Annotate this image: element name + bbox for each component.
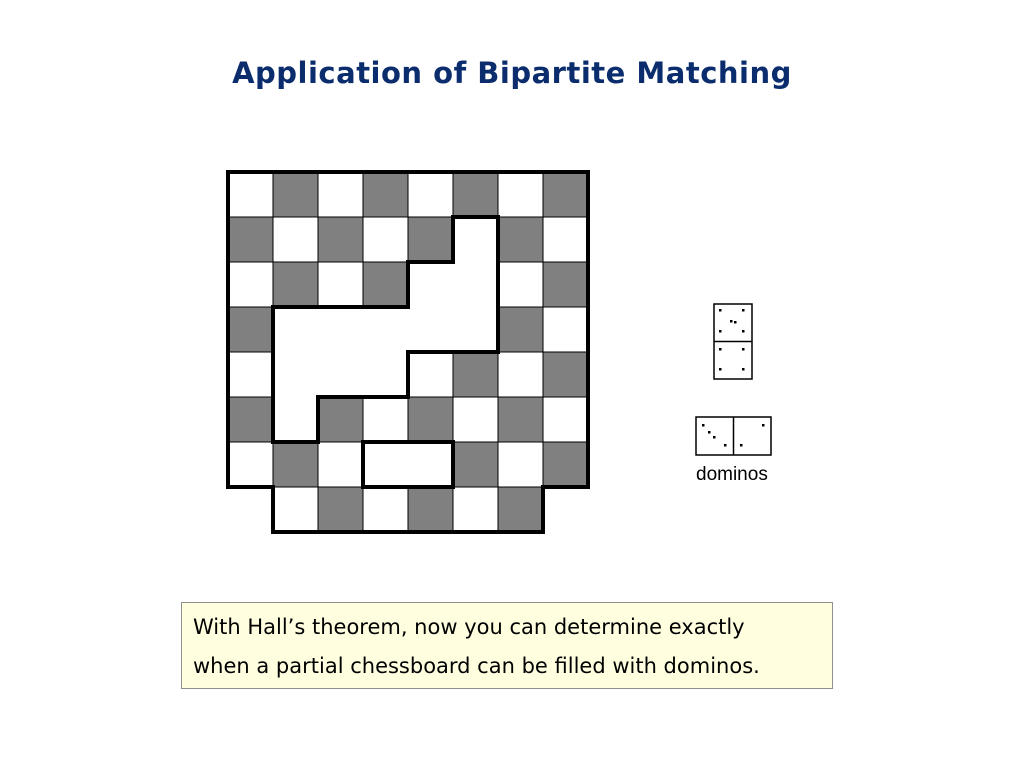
board-square: [228, 307, 273, 352]
board-square: [543, 397, 588, 442]
board-square: [273, 217, 318, 262]
board-square: [363, 262, 408, 307]
board-square: [453, 352, 498, 397]
board-square: [318, 442, 363, 487]
board-square: [228, 442, 273, 487]
board-square: [318, 262, 363, 307]
board-square: [543, 442, 588, 487]
board-square: [543, 352, 588, 397]
board-square: [408, 217, 453, 262]
board-square: [228, 352, 273, 397]
board-square: [273, 172, 318, 217]
board-square: [498, 352, 543, 397]
board-square: [498, 217, 543, 262]
board-square: [228, 217, 273, 262]
board-square: [318, 172, 363, 217]
board-square: [363, 172, 408, 217]
domino-horizontal-icon: [696, 417, 771, 455]
board-square: [273, 442, 318, 487]
board-square: [228, 397, 273, 442]
board-square: [453, 442, 498, 487]
board-square: [273, 487, 318, 532]
board-square: [363, 217, 408, 262]
board-square: [318, 397, 363, 442]
board-square: [453, 172, 498, 217]
hall-theorem-note: [181, 602, 833, 689]
board-square: [228, 262, 273, 307]
board-square: [543, 307, 588, 352]
board-square: [498, 487, 543, 532]
board-square: [498, 172, 543, 217]
board-square: [408, 397, 453, 442]
board-square: [498, 262, 543, 307]
board-square: [228, 172, 273, 217]
board-square: [318, 217, 363, 262]
board-square: [408, 352, 453, 397]
board-square: [318, 487, 363, 532]
board-square: [498, 442, 543, 487]
board-square: [543, 217, 588, 262]
board-square: [273, 262, 318, 307]
board-square: [543, 172, 588, 217]
board-square: [498, 397, 543, 442]
domino-vertical-icon: [714, 304, 752, 379]
board-square: [363, 487, 408, 532]
board-square: [543, 262, 588, 307]
board-square: [498, 307, 543, 352]
note-line-1: With Hall’s theorem, now you can determine exactly: [193, 615, 745, 639]
board-square: [408, 487, 453, 532]
board-square: [453, 397, 498, 442]
slide-title: Application of Bipartite Matching: [232, 56, 792, 90]
board-square: [408, 172, 453, 217]
dominos-label: dominos: [696, 464, 768, 485]
board-square: [363, 397, 408, 442]
board-square: [453, 487, 498, 532]
note-line-2: when a partial chessboard can be filled with dominos.: [193, 654, 760, 678]
